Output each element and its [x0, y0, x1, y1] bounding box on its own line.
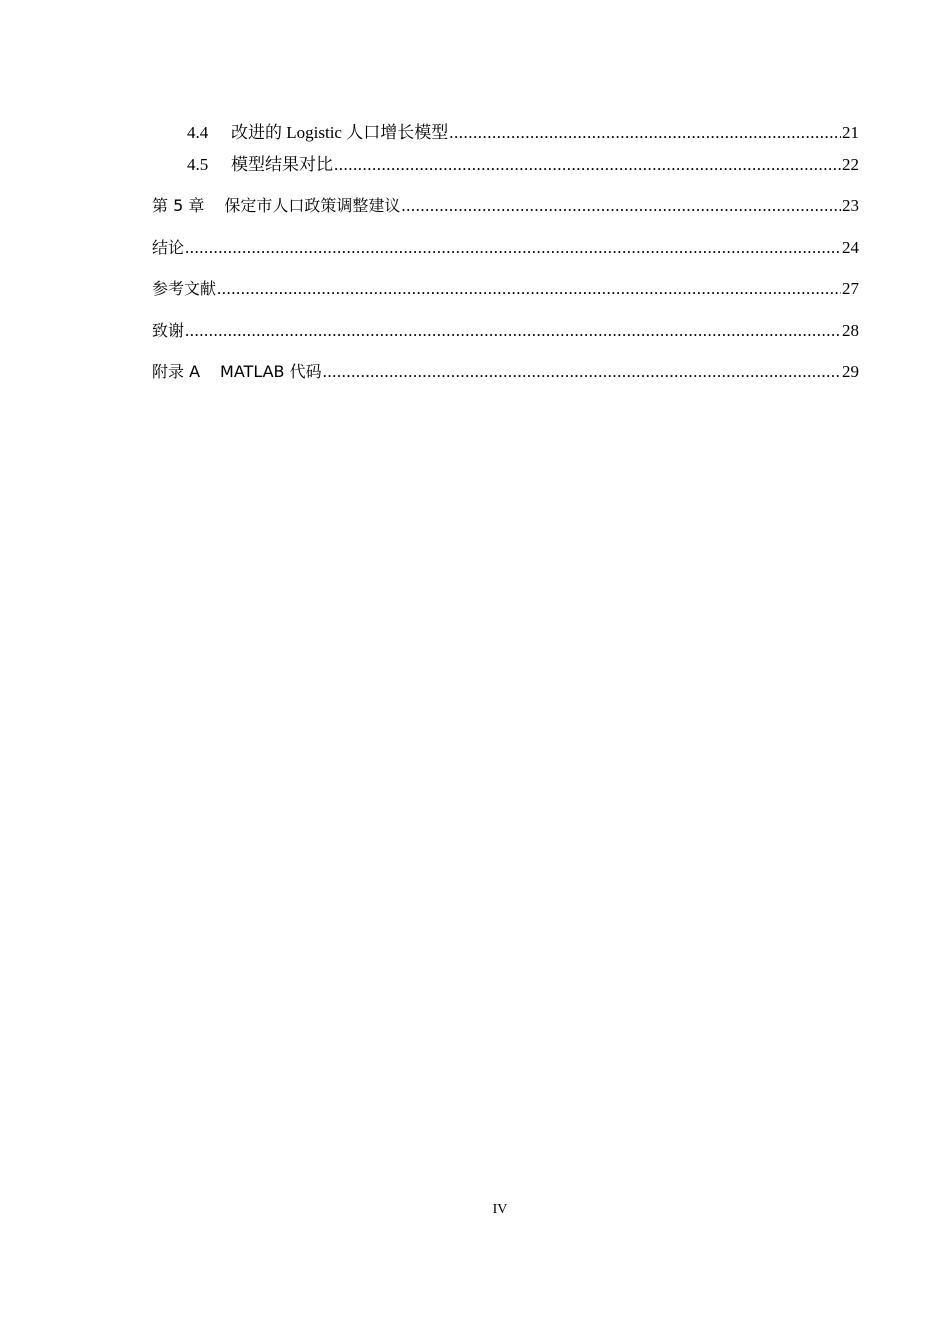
toc-entry-page: 23: [842, 196, 859, 215]
toc-dot-leader: [449, 121, 841, 145]
toc-entry-page: 29: [842, 362, 859, 381]
page-number: IV: [492, 1202, 508, 1217]
toc-entry-number: 4.5: [187, 155, 209, 174]
toc-entry-title: 参考文献: [152, 279, 217, 298]
toc-dot-leader: [334, 153, 841, 177]
toc-entry-references[interactable]: [152, 277, 859, 301]
toc-entry-title: 致谢: [152, 321, 185, 340]
toc-entry-number: 附录 A: [152, 362, 201, 381]
toc-dot-leader: [185, 319, 841, 343]
toc-entry-page: 27: [842, 279, 859, 298]
toc-entry-chapter-5[interactable]: [152, 194, 859, 218]
toc-entry-title: 模型结果对比: [231, 155, 333, 174]
toc-entry-page: 21: [842, 123, 859, 142]
toc-entry-number: 4.4: [187, 123, 209, 142]
toc-entry-title: MATLAB 代码: [220, 362, 322, 381]
toc-entry-title: 结论: [152, 238, 185, 257]
toc-entry-title: 改进的 Logistic 人口增长模型: [231, 123, 449, 142]
toc-entry-page: 28: [842, 321, 859, 340]
toc-entry-conclusion[interactable]: [152, 236, 859, 260]
toc-entry-4-5[interactable]: [187, 153, 859, 177]
toc-dot-leader: [185, 236, 841, 260]
toc-dot-leader: [401, 194, 841, 218]
toc-dot-leader: [217, 277, 841, 301]
toc-entry-title: 保定市人口政策调整建议: [224, 196, 401, 215]
toc-entry-acknowledgements[interactable]: [152, 319, 859, 343]
toc-entry-4-4[interactable]: [187, 121, 859, 145]
toc-entry-number: 第 5 章: [152, 196, 205, 215]
toc-dot-leader: [323, 360, 841, 384]
toc-entry-page: 24: [842, 238, 859, 257]
toc-entry-appendix-a[interactable]: [152, 360, 859, 384]
toc-entry-page: 22: [842, 155, 859, 174]
